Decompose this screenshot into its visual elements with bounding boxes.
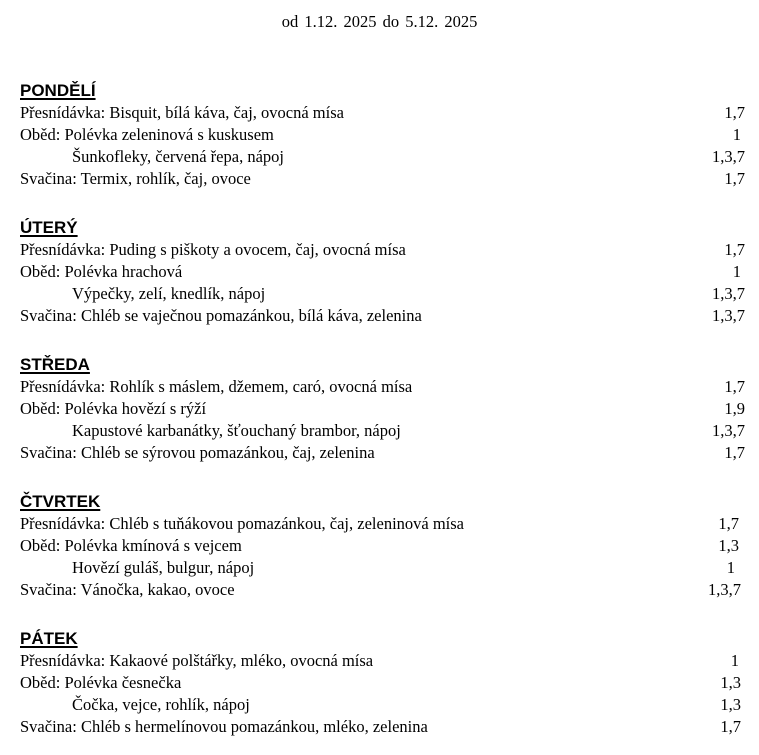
menu-item-text: Svačina: Termix, rohlík, čaj, ovoce xyxy=(20,169,251,188)
menu-item-text: Přesnídávka: Puding s piškoty a ovocem, čaj, ovocná mísa xyxy=(20,240,406,259)
menu-row-snack-afternoon xyxy=(20,442,745,464)
menu-row-lunch-main xyxy=(20,283,745,305)
day-section-tuesday xyxy=(20,217,745,327)
allergen-codes: 1,7 xyxy=(724,103,745,122)
allergen-codes: 1,7 xyxy=(724,377,745,396)
allergen-codes: 1,9 xyxy=(724,399,745,418)
menu-row-snack-afternoon xyxy=(20,168,745,190)
menu-row-lunch-main xyxy=(20,146,745,168)
menu-row-snack-morning xyxy=(20,376,745,398)
allergen-codes: 1,7 xyxy=(724,169,745,188)
allergen-codes: 1,3,7 xyxy=(712,284,745,303)
menu-item-text: Přesnídávka: Rohlík s máslem, džemem, caró, ovocná mísa xyxy=(20,377,413,396)
allergen-codes: 1,3 xyxy=(720,695,741,714)
menu-row-snack-afternoon xyxy=(20,579,745,601)
menu-row-lunch-soup xyxy=(20,261,745,283)
menu-item-text: Oběd: Polévka kmínová s vejcem xyxy=(20,536,242,555)
menu-row-lunch-soup xyxy=(20,398,745,420)
menu-item-text: Přesnídávka: Chléb s tuňákovou pomazánkou, čaj, zeleninová mísa xyxy=(20,514,465,533)
allergen-codes: 1 xyxy=(732,262,741,281)
allergen-codes: 1,3,7 xyxy=(712,421,745,440)
menu-item-text: Hovězí guláš, bulgur, nápoj xyxy=(72,558,255,577)
menu-item-text: Čočka, vejce, rohlík, nápoj xyxy=(72,695,250,714)
allergen-codes: 1,7 xyxy=(718,514,739,533)
menu-row-snack-morning xyxy=(20,650,745,672)
allergen-codes: 1,7 xyxy=(724,443,745,462)
menu-row-lunch-main xyxy=(20,694,745,716)
allergen-codes: 1,3 xyxy=(720,673,741,692)
menu-item-text: Oběd: Polévka hrachová xyxy=(20,262,183,281)
menu-row-lunch-soup xyxy=(20,672,745,694)
day-title: PÁTEK xyxy=(20,629,78,648)
allergen-codes: 1,3,7 xyxy=(712,147,745,166)
menu-row-lunch-soup xyxy=(20,124,745,146)
date-range-header: od 1.12. 2025 do 5.12. 2025 xyxy=(281,12,478,31)
menu-item-text: Šunkofleky, červená řepa, nápoj xyxy=(72,147,284,166)
menu-item-text: Přesnídávka: Kakaové polštářky, mléko, ovocná mísa xyxy=(20,651,374,670)
allergen-codes: 1,7 xyxy=(720,717,741,736)
allergen-codes: 1 xyxy=(726,558,735,577)
allergen-codes: 1 xyxy=(732,125,741,144)
menu-row-snack-afternoon xyxy=(20,305,745,327)
allergen-codes: 1,3 xyxy=(718,536,739,555)
menu-row-snack-morning xyxy=(20,102,745,124)
day-title: ÚTERÝ xyxy=(20,218,78,237)
allergen-codes: 1,7 xyxy=(724,240,745,259)
day-section-monday xyxy=(20,80,745,190)
menu-item-text: Oběd: Polévka česnečka xyxy=(20,673,182,692)
menu-row-lunch-soup xyxy=(20,535,745,557)
day-section-wednesday xyxy=(20,354,745,464)
day-section-thursday xyxy=(20,491,745,601)
menu-item-text: Výpečky, zelí, knedlík, nápoj xyxy=(72,284,266,303)
menu-row-snack-afternoon xyxy=(20,716,745,738)
menu-item-text: Kapustové karbanátky, šťouchaný brambor, nápoj xyxy=(72,421,401,440)
day-section-friday xyxy=(20,628,745,738)
menu-row-lunch-main xyxy=(20,420,745,442)
menu-item-text: Oběd: Polévka zeleninová s kuskusem xyxy=(20,125,274,144)
allergen-codes: 1 xyxy=(730,651,739,670)
menu-item-text: Svačina: Chléb se sýrovou pomazánkou, čaj, zelenina xyxy=(20,443,375,462)
day-title: ČTVRTEK xyxy=(20,492,101,511)
day-title: STŘEDA xyxy=(20,355,90,374)
menu-row-snack-morning xyxy=(20,513,745,535)
menu-row-snack-morning xyxy=(20,239,745,261)
day-title: PONDĚLÍ xyxy=(20,81,96,100)
menu-item-text: Svačina: Chléb se vaječnou pomazánkou, bílá káva, zelenina xyxy=(20,306,422,325)
menu-row-lunch-main xyxy=(20,557,745,579)
allergen-codes: 1,3,7 xyxy=(708,580,741,599)
menu-item-text: Svačina: Vánočka, kakao, ovoce xyxy=(20,580,235,599)
allergen-codes: 1,3,7 xyxy=(712,306,745,325)
menu-item-text: Svačina: Chléb s hermelínovou pomazánkou, mléko, zelenina xyxy=(20,717,428,736)
menu-item-text: Přesnídávka: Bisquit, bílá káva, čaj, ovocná mísa xyxy=(20,103,344,122)
menu-item-text: Oběd: Polévka hovězí s rýží xyxy=(20,399,207,418)
